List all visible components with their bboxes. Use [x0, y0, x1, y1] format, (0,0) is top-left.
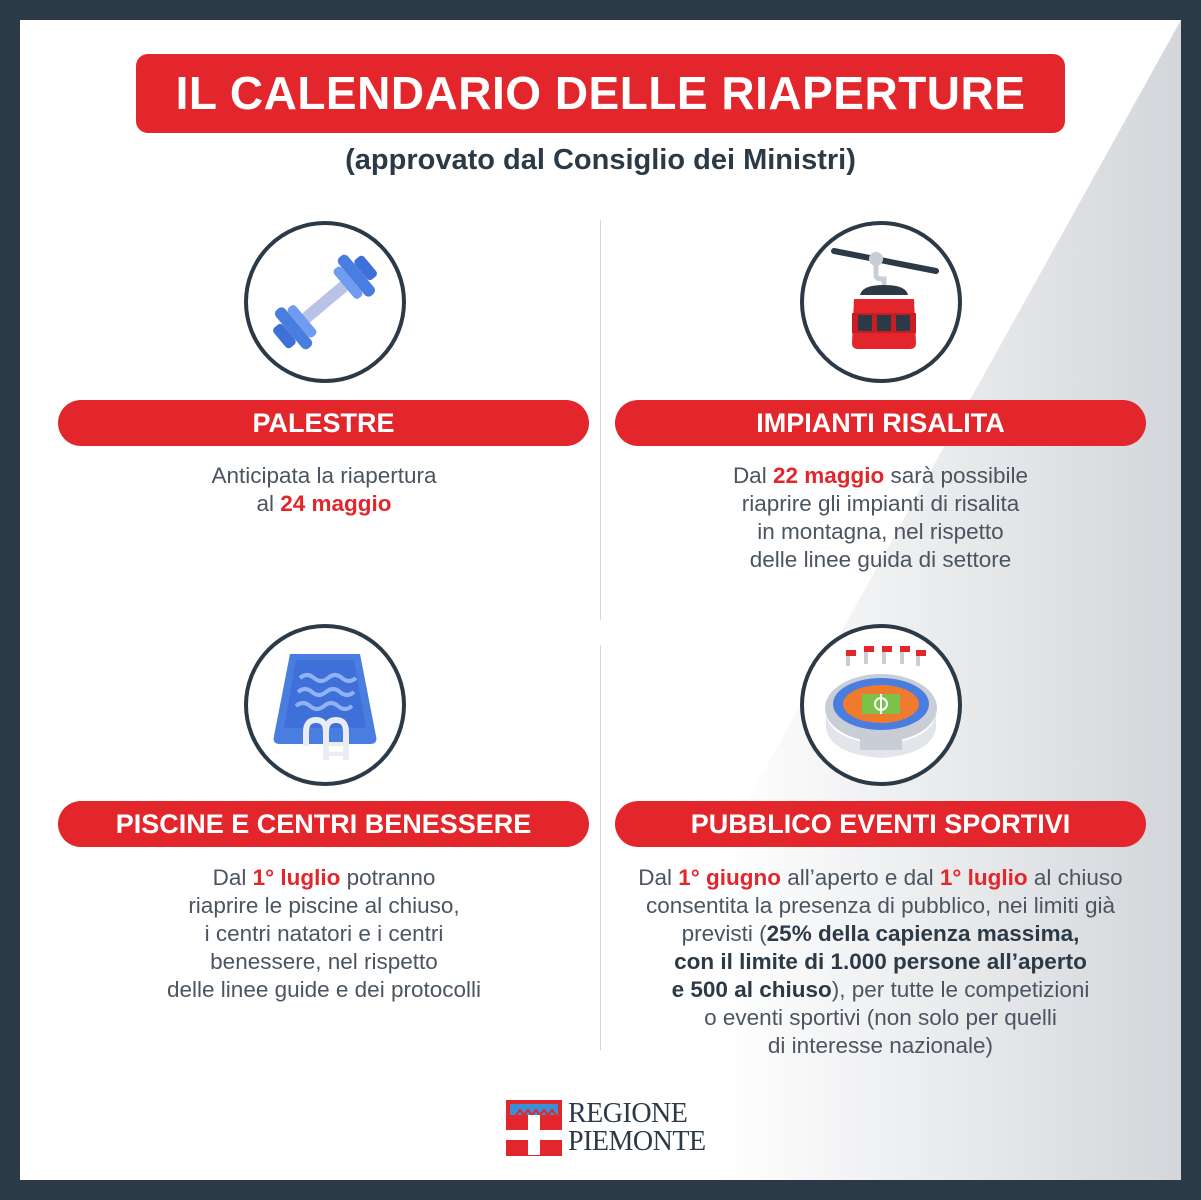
text-segment: sarà possibile: [884, 463, 1029, 488]
description-line: [100, 490, 548, 518]
description-line: [100, 864, 548, 892]
description-line: [100, 976, 548, 1004]
piscine-description: [100, 864, 548, 1004]
text-segment: delle linee guide e dei protocolli: [167, 977, 481, 1002]
text-segment: riaprire le piscine al chiuso,: [188, 893, 460, 918]
description-line: [100, 920, 548, 948]
text-segment: i centri natatori e i centri: [204, 921, 444, 946]
eventi-icon-circle: [800, 624, 962, 786]
description-line: [640, 546, 1121, 574]
infographic-card: [20, 20, 1181, 1180]
text-segment: ), per tutte le competizioni: [831, 977, 1090, 1002]
text-segment: al: [256, 491, 281, 516]
description-line: [600, 892, 1161, 920]
bold-text: con il limite di 1.000 persone all’aperto: [674, 949, 1087, 974]
regione-piemonte-logo: [506, 1100, 706, 1162]
piscine-label: PISCINE E CENTRI BENESSERE: [58, 801, 589, 847]
text-segment: Dal: [212, 865, 253, 890]
description-line: [600, 1004, 1161, 1032]
description-line: [100, 948, 548, 976]
text-segment: Dal: [638, 865, 679, 890]
text-segment: Dal: [732, 463, 773, 488]
text-segment: o eventi sportivi (non solo per quelli: [704, 1005, 1057, 1030]
bold-text: e 500 al chiuso: [671, 977, 832, 1002]
description-line: [640, 490, 1121, 518]
text-segment: benessere, nel rispetto: [210, 949, 438, 974]
text-segment: potranno: [340, 865, 436, 890]
text-segment: in montagna, nel rispetto: [757, 519, 1004, 544]
text-segment: consentita la presenza di pubblico, nei limiti già: [645, 893, 1116, 918]
stadium-icon: [804, 628, 958, 782]
highlighted-date: 24 maggio: [280, 491, 392, 516]
eventi-label: PUBBLICO EVENTI SPORTIVI: [615, 801, 1146, 847]
page-subtitle: (approvato dal Consiglio dei Ministri): [345, 144, 856, 176]
vertical-divider-top: [600, 220, 601, 620]
logo-line-2: PIEMONTE: [568, 1126, 706, 1157]
highlighted-date: 22 maggio: [772, 463, 885, 488]
bold-text: 25% della capienza massima,: [766, 921, 1080, 946]
highlighted-date: 1° luglio: [252, 865, 341, 890]
piscine-icon-circle: [244, 624, 406, 786]
description-line: [600, 864, 1161, 892]
description-line: [600, 976, 1161, 1004]
description-line: [640, 518, 1121, 546]
description-line: [100, 462, 548, 490]
text-segment: previsti (: [681, 921, 767, 946]
text-segment: al chiuso: [1027, 865, 1123, 890]
text-segment: Anticipata la riapertura: [211, 463, 437, 488]
text-segment: di interesse nazionale): [767, 1033, 994, 1058]
description-line: [600, 920, 1161, 948]
text-segment: all’aperto e dal: [781, 865, 940, 890]
description-line: [100, 892, 548, 920]
impianti-description: [640, 462, 1121, 574]
highlighted-date: 1° luglio: [939, 865, 1028, 890]
swimming-pool-icon: [248, 628, 402, 782]
description-line: [600, 948, 1161, 976]
page-title: IL CALENDARIO DELLE RIAPERTURE: [136, 54, 1065, 133]
highlighted-date: 1° giugno: [678, 865, 782, 890]
dumbbell-icon: [248, 225, 402, 379]
text-segment: delle linee guida di settore: [749, 547, 1012, 572]
impianti-label: IMPIANTI RISALITA: [615, 400, 1146, 446]
logo-wordmark: [568, 1100, 706, 1156]
eventi-description: [600, 864, 1161, 1060]
description-line: [600, 1032, 1161, 1060]
cable-car-icon: [804, 225, 958, 379]
text-segment: riaprire gli impianti di risalita: [741, 491, 1020, 516]
palestre-icon-circle: [244, 221, 406, 383]
logo-line-1: REGIONE: [568, 1098, 688, 1129]
palestre-description: [100, 462, 548, 518]
palestre-label: PALESTRE: [58, 400, 589, 446]
impianti-icon-circle: [800, 221, 962, 383]
description-line: [640, 462, 1121, 490]
coat-of-arms-icon: [506, 1100, 562, 1156]
